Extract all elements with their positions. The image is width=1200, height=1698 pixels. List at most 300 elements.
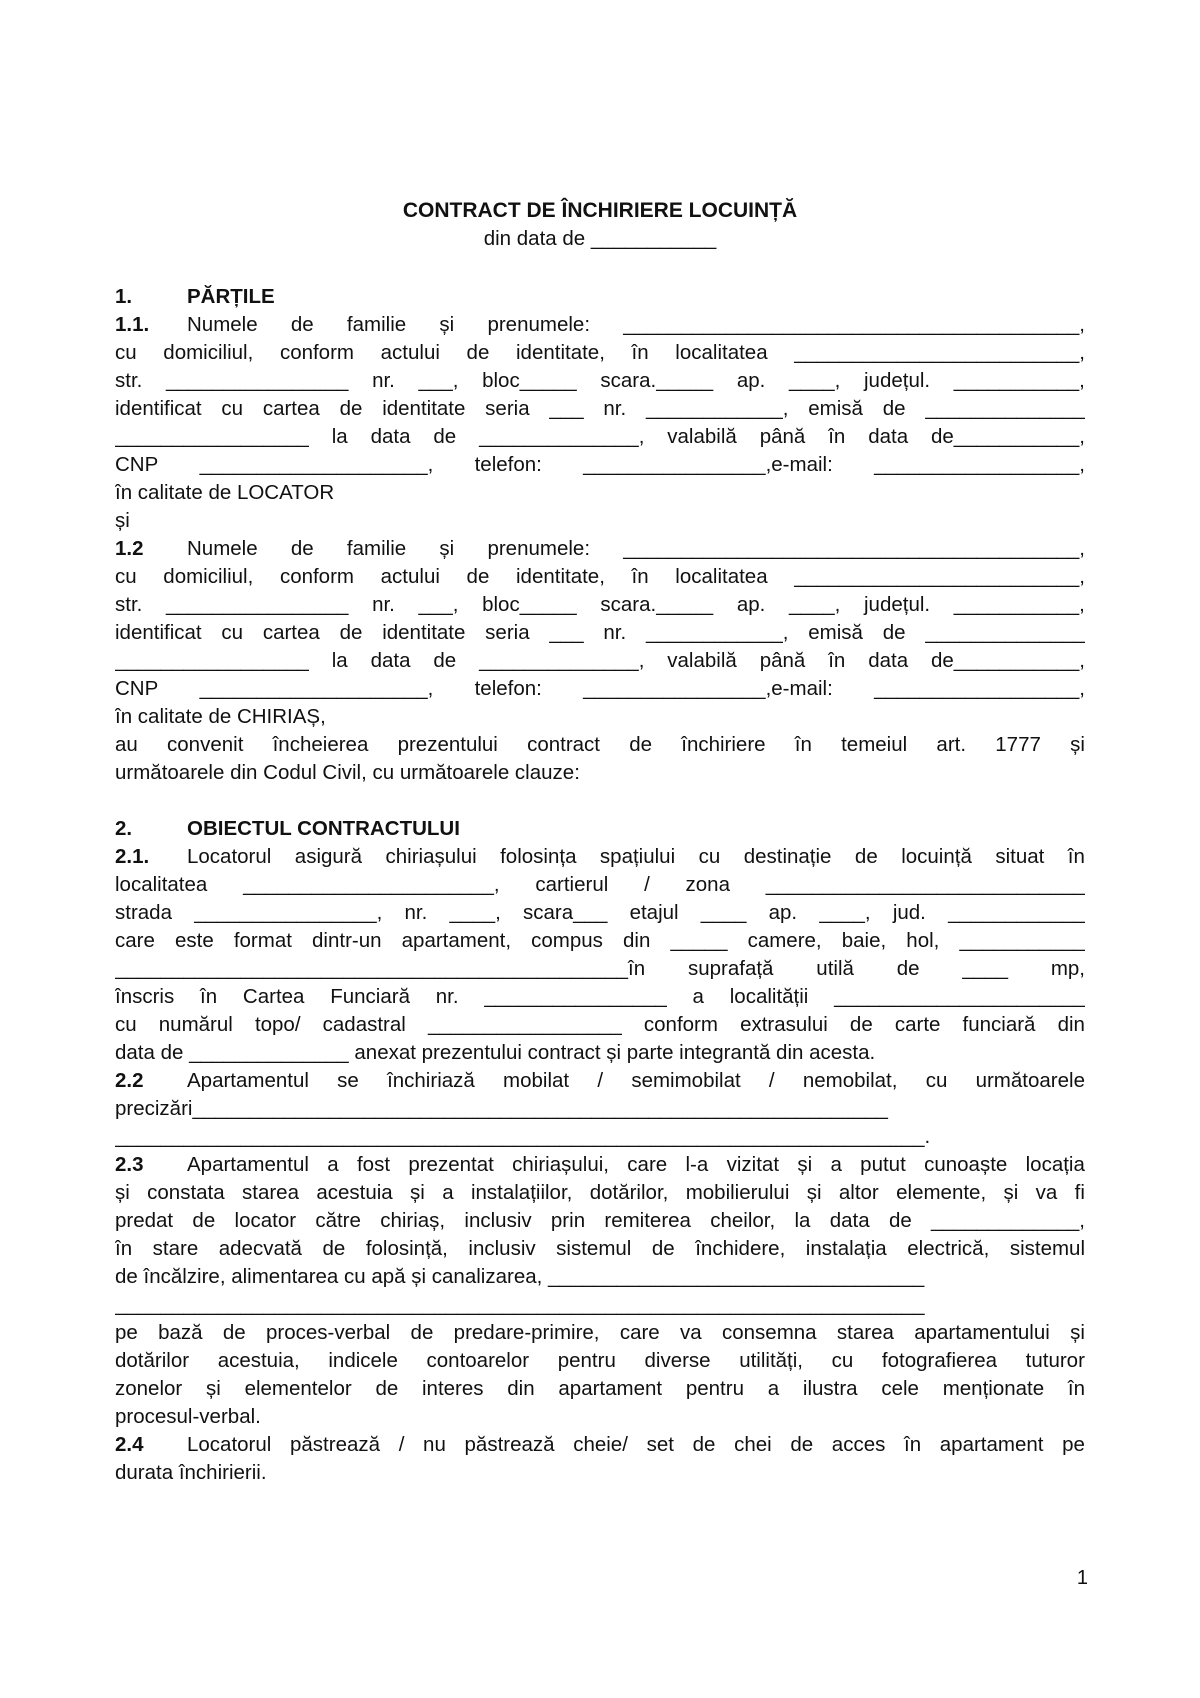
word: suprafață [687, 957, 774, 980]
word: și [1070, 733, 1085, 756]
word: elementelor [244, 1377, 352, 1400]
word: cu [115, 341, 137, 364]
word: ______________________ [834, 985, 1085, 1008]
line-lead [115, 843, 271, 871]
word: și [410, 1181, 425, 1204]
word: ____ [962, 957, 1008, 980]
word: în [828, 649, 846, 672]
word: data [868, 649, 909, 672]
word: Apartamentul [187, 1153, 309, 1176]
word: care [627, 1153, 668, 1176]
line-text: _______________________________________________________________________. [115, 1125, 931, 1148]
word: Numele [187, 313, 258, 336]
word: Locatorul [187, 1433, 272, 1456]
word: ap. [736, 593, 766, 616]
clause-line [115, 955, 1085, 983]
word: cu [698, 845, 721, 868]
line-text: durata închirierii. [115, 1461, 267, 1484]
word: zonelor [115, 1377, 183, 1400]
word: în [1067, 1377, 1085, 1400]
clause-line [115, 1403, 1085, 1431]
clause-line [115, 1431, 1085, 1459]
word: a [442, 1181, 454, 1204]
page-number: 1 [1076, 1567, 1088, 1589]
word: acestuia [316, 1181, 393, 1204]
word: localitatea [115, 873, 208, 896]
word: locația [1025, 1153, 1085, 1176]
word: la [331, 649, 348, 672]
word: și [115, 1181, 130, 1204]
word: / [644, 873, 650, 896]
word: Numele [187, 537, 258, 560]
word: valabilă [667, 649, 737, 672]
word: elemente, [896, 1181, 987, 1204]
word: care [619, 1321, 660, 1344]
word: ______________, [479, 425, 645, 448]
word: Apartamentul [187, 1069, 309, 1092]
word: ____, [789, 593, 841, 616]
word: mp, [1050, 957, 1085, 980]
word: va [680, 1321, 702, 1344]
word: de [651, 1237, 675, 1260]
word: Funciară [330, 985, 410, 1008]
word: predare-primire, [453, 1321, 600, 1344]
word: din [1057, 1013, 1085, 1036]
clause-line [115, 1011, 1085, 1039]
word: ________________ [484, 985, 667, 1008]
word: ____, [789, 369, 841, 392]
word: compus [531, 929, 603, 952]
word: închiriază [387, 1069, 475, 1092]
word: seria [485, 397, 530, 420]
word: nemobilat, [802, 1069, 898, 1092]
clause-line [115, 983, 1085, 1011]
word: identitate [382, 397, 466, 420]
word: _________________ [427, 1013, 622, 1036]
word: județul. [864, 593, 931, 616]
word: apartament [939, 1433, 1044, 1456]
word: acces [831, 1433, 886, 1456]
word: și [797, 1153, 813, 1176]
word: a [830, 1153, 842, 1176]
word: fost [356, 1153, 391, 1176]
word: prezentului [397, 733, 498, 756]
word: din [623, 929, 651, 952]
word: _____________, [931, 1209, 1085, 1232]
word: se [337, 1069, 359, 1092]
word: de [433, 425, 457, 448]
word: până [759, 649, 806, 672]
word: emisă [808, 397, 863, 420]
word: următoarele [975, 1069, 1085, 1092]
word: județul. [864, 369, 931, 392]
word: situat [995, 845, 1045, 868]
word: ____, [819, 901, 871, 924]
word: temeiul [841, 733, 908, 756]
word: ____ [700, 901, 747, 924]
word: de [375, 1377, 399, 1400]
word: etajul [629, 901, 679, 924]
word: cheilor, [710, 1209, 776, 1232]
word: / [597, 1069, 604, 1092]
word: CNP [115, 677, 159, 700]
word: de [790, 1433, 814, 1456]
line-text: _______________________________________________________________________ [115, 1293, 925, 1316]
word: de [882, 621, 906, 644]
section-heading-obiect [115, 815, 1085, 843]
word: inclusiv [468, 1237, 536, 1260]
word: de [433, 649, 457, 672]
word: ____, [449, 901, 501, 924]
word: cu [115, 1013, 137, 1036]
word: adecvată [218, 1237, 302, 1260]
word: în [794, 733, 812, 756]
word: starea [242, 1181, 299, 1204]
document-body [115, 283, 1085, 1487]
word: contract [527, 733, 600, 756]
clause-line [115, 563, 1085, 591]
word: scara._____ [600, 369, 714, 392]
word: închiriere [681, 733, 766, 756]
word: și [1003, 1181, 1019, 1204]
word: _________________________, [794, 565, 1085, 588]
clause-line [115, 647, 1085, 675]
word: mobilat [503, 1069, 570, 1092]
clause-line [115, 1375, 1085, 1403]
word: și [439, 537, 455, 560]
word: jud. [892, 901, 926, 924]
section-heading: OBIECTUL CONTRACTULUI [187, 817, 460, 840]
clause-line [115, 1179, 1085, 1207]
agreement-line [115, 731, 1085, 759]
word: ____________, [645, 397, 789, 420]
word: de [629, 733, 653, 756]
word: identificat [115, 397, 202, 420]
line-lead [115, 1067, 309, 1095]
word: de [410, 1321, 434, 1344]
word: de [339, 397, 363, 420]
word: seria [485, 621, 530, 644]
line-text: procesul-verbal. [115, 1405, 261, 1428]
document-date-line: din data de ___________ [483, 227, 717, 250]
word: ______________________, [243, 873, 500, 896]
word: zona [685, 873, 730, 896]
word: de___________, [931, 649, 1085, 672]
word: identificat [115, 621, 202, 644]
word: ___ [549, 397, 584, 420]
word: _________________ [115, 425, 309, 448]
word: de [192, 1209, 216, 1232]
word: _________________ [115, 649, 309, 672]
word: strada [115, 901, 172, 924]
word: sistemul [1009, 1237, 1085, 1260]
word: emisă [808, 621, 863, 644]
word: ___, [418, 593, 459, 616]
word: indicele [328, 1349, 398, 1372]
clause-line [115, 367, 1085, 395]
word: de [896, 957, 920, 980]
word: carte [894, 1013, 941, 1036]
word: a [327, 1153, 339, 1176]
word: scara._____ [600, 593, 714, 616]
word: care [115, 929, 155, 952]
word: cunoaște [924, 1153, 1008, 1176]
word: pe [1062, 1433, 1085, 1456]
clause-line [115, 535, 1085, 563]
word: la [331, 425, 348, 448]
clause-number: 2.4 [115, 1433, 144, 1456]
word: scara___ [523, 901, 608, 924]
clause-line [115, 899, 1085, 927]
word: identitate [382, 621, 466, 644]
document-title: CONTRACT DE ÎNCHIRIERE LOCUINȚĂ [402, 199, 798, 222]
word: data [370, 649, 411, 672]
word: acestuia, [217, 1349, 300, 1372]
word: ________________,e-mail: [583, 453, 833, 476]
word: domiciliul, [163, 565, 254, 588]
clause-line [115, 1235, 1085, 1263]
word: și [439, 313, 455, 336]
word: de___________, [931, 425, 1085, 448]
line-lead [115, 311, 258, 339]
word: instalațiilor, [470, 1181, 573, 1204]
word: mobilierului [685, 1181, 790, 1204]
party-role-locator [115, 479, 1085, 507]
word: Cartea [242, 985, 305, 1008]
word: CNP [115, 453, 159, 476]
word: și [806, 1181, 822, 1204]
word: telefon: [474, 453, 542, 476]
clause-line [115, 1347, 1085, 1375]
clause-line [115, 619, 1085, 647]
clause-line [115, 1291, 1085, 1319]
word: locator [234, 1209, 297, 1232]
party-role-tenant [115, 703, 1085, 731]
word: cu [221, 621, 244, 644]
clause-line [115, 451, 1085, 479]
word: prezentat [408, 1153, 494, 1176]
word: data [370, 425, 411, 448]
word: nr. [372, 369, 395, 392]
word: numărul [158, 1013, 233, 1036]
word: str. [115, 369, 143, 392]
section-heading-partile [115, 283, 1085, 311]
word: de [882, 397, 906, 420]
word: cadastral [322, 1013, 406, 1036]
clause-line [115, 1067, 1085, 1095]
line-text: în calitate de CHIRIAȘ, [115, 705, 326, 728]
word: de [222, 1321, 246, 1344]
word: folosință, [365, 1237, 448, 1260]
word: diverse [644, 1349, 711, 1372]
word: cartea [262, 621, 320, 644]
word: conform [643, 1013, 718, 1036]
word: __________________, [874, 453, 1085, 476]
word: chei [734, 1433, 772, 1456]
word: cu [925, 1069, 948, 1092]
section-number: 2. [115, 817, 133, 840]
word: fotografierea [881, 1349, 998, 1372]
word: 1777 [995, 733, 1041, 756]
word: ______________ [925, 397, 1085, 420]
word: / [768, 1069, 775, 1092]
word: în [115, 1237, 133, 1260]
word: cu [221, 397, 244, 420]
word: sistemul [556, 1237, 632, 1260]
word: vizitat [726, 1153, 780, 1176]
word: ____________________________ [765, 873, 1085, 896]
word: / [398, 1433, 405, 1456]
clause-number: 2.3 [115, 1153, 144, 1176]
word: cartea [262, 397, 320, 420]
line-lead [115, 535, 258, 563]
clause-number: 1.1. [115, 313, 150, 336]
word: în [828, 425, 846, 448]
word: de [339, 621, 363, 644]
word: cheie/ [573, 1433, 628, 1456]
word: camere, [747, 929, 822, 952]
word: data [868, 425, 909, 448]
word: ______________ [925, 621, 1085, 644]
word: în [904, 1433, 922, 1456]
section-heading: PĂRȚILE [187, 285, 275, 308]
word: ___________ [959, 929, 1085, 952]
clause-line [115, 395, 1085, 423]
word: de [290, 313, 314, 336]
clause-line [115, 1095, 1085, 1123]
word: păstrează [290, 1433, 381, 1456]
word: ____________________, [199, 677, 434, 700]
word: conform [279, 565, 354, 588]
word: de [290, 537, 314, 560]
word: set [646, 1433, 674, 1456]
clause-number: 1.2 [115, 537, 144, 560]
clause-number: 2.1. [115, 845, 150, 868]
line-text: următoarele din Codul Civil, cu următoarele clauze: [115, 761, 580, 784]
word: în [631, 565, 649, 588]
word: hol, [906, 929, 940, 952]
word: spațiului [599, 845, 676, 868]
word: bază [158, 1321, 203, 1344]
word: localității [729, 985, 809, 1008]
clause-line [115, 1039, 1085, 1067]
clause-line [115, 843, 1085, 871]
word: baie, [841, 929, 887, 952]
word: pe [115, 1321, 138, 1344]
word: consemna [721, 1321, 817, 1344]
word: închidere, [695, 1237, 786, 1260]
word: remiterea [604, 1209, 691, 1232]
word: data [829, 1209, 870, 1232]
clause-line [115, 339, 1085, 367]
word: ____________, [645, 621, 789, 644]
word: convenit [167, 733, 244, 756]
word: menționate [942, 1377, 1045, 1400]
word: extrasului [740, 1013, 828, 1036]
word: prin [550, 1209, 586, 1232]
word: nr. [435, 985, 459, 1008]
word: apartament [558, 1377, 663, 1400]
word: în [1067, 845, 1085, 868]
word: chiriașului, [512, 1153, 609, 1176]
word: a [767, 1377, 780, 1400]
word: va [1035, 1181, 1058, 1204]
word: destinație [743, 845, 832, 868]
word: ap. [736, 369, 766, 392]
word: ___________, [953, 369, 1085, 392]
word: instalația [805, 1237, 887, 1260]
word: ________________,e-mail: [583, 677, 833, 700]
word: tuturor [1025, 1349, 1085, 1372]
word: de [466, 565, 490, 588]
line-text: de încălzire, alimentarea cu apă și canalizarea, _________________________________ [115, 1265, 925, 1288]
word: valabilă [667, 425, 737, 448]
word: de [849, 1013, 873, 1036]
word: către [315, 1209, 361, 1232]
word: art. [936, 733, 967, 756]
word: proces-verbal [266, 1321, 391, 1344]
word: ___ [549, 621, 584, 644]
line-text: și [115, 509, 130, 532]
word: ilustra [802, 1377, 858, 1400]
word: actului [380, 565, 440, 588]
word: ________________, [194, 901, 383, 924]
word: pentru [557, 1349, 616, 1372]
clause-line [115, 311, 1085, 339]
word: format [233, 929, 292, 952]
word: de [888, 1209, 912, 1232]
word: ________________________________________, [623, 537, 1085, 560]
line-text: data de ______________ anexat prezentului contract și parte integrantă din acesta. [115, 1041, 876, 1064]
line-lead [115, 1151, 309, 1179]
word: până [759, 425, 806, 448]
word: ap. [768, 901, 798, 924]
word: contoarelor [426, 1349, 530, 1372]
word: în [200, 985, 218, 1008]
word: locuință [901, 845, 972, 868]
word: folosința [500, 845, 577, 868]
word: inclusiv [464, 1209, 532, 1232]
section-number: 1. [115, 285, 133, 308]
word: topo/ [254, 1013, 301, 1036]
word: Locatorul [187, 845, 272, 868]
word: localitatea [675, 341, 768, 364]
word: ________________________________________, [623, 313, 1085, 336]
word: au [115, 733, 138, 756]
line-text: precizări_____________________________________________________________ [115, 1097, 888, 1120]
word: de [692, 1433, 716, 1456]
word: semimobilat [631, 1069, 741, 1092]
word: prenumele: [487, 537, 591, 560]
word: familie [346, 313, 407, 336]
clause-line [115, 591, 1085, 619]
clause-number: 2.2 [115, 1069, 144, 1092]
clause-line [115, 1319, 1085, 1347]
word: la [794, 1209, 811, 1232]
word: fi [1074, 1181, 1085, 1204]
clause-line [115, 1263, 1085, 1291]
word: dotărilor, [589, 1181, 669, 1204]
word: și [1070, 1321, 1085, 1344]
word: înscris [115, 985, 175, 1008]
word: _________________________, [794, 341, 1085, 364]
word: în [631, 341, 649, 364]
agreement-line [115, 759, 1085, 787]
word: chiriaș, [380, 1209, 446, 1232]
word: cartierul [535, 873, 609, 896]
word: apartamentului [914, 1321, 1050, 1344]
word: _____ [670, 929, 728, 952]
